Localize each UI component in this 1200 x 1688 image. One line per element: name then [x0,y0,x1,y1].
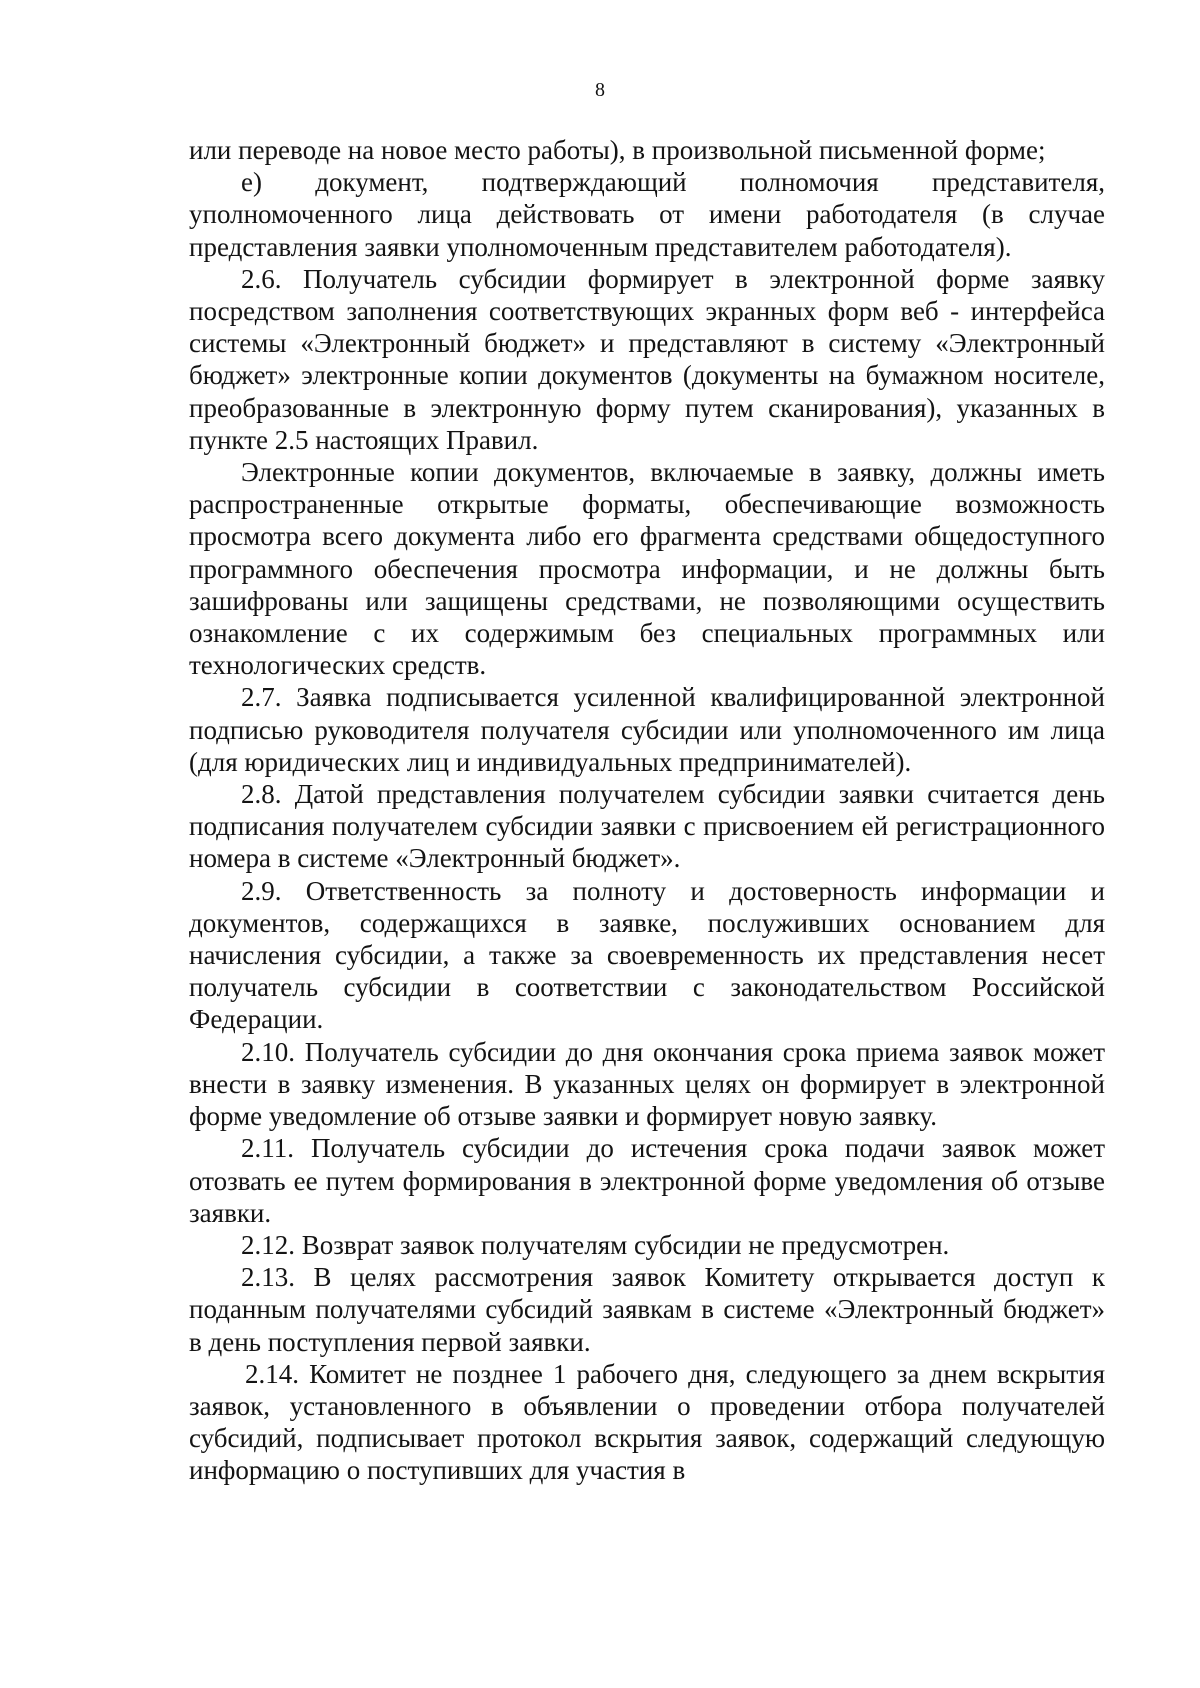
page-number: 8 [595,79,605,101]
paragraph-2-14: 2.14. Комитет не позднее 1 рабочего дня, следующего за днем вскрытия заявок, установленного в объявлении о проведении отбора получателей субсидий, подписывает протокол вскрытия заявок, содержащий следующую информацию о поступивших для участия в [189,1358,1105,1486]
paragraph-electronic-copies: Электронные копии документов, включаемые в заявку, должны иметь распространенные открытые форматы, обеспечивающие возможность просмотра всего документа либо его фрагмента средствами общедоступного программного обеспечения просмотра информации, и не должны быть зашифрованы или защищены средствами, не позволяющими осуществить ознакомление с их содержимым без специальных программных или технологических средств. [189,457,1105,681]
document-body [189,134,1105,1487]
paragraph-2-13: 2.13. В целях рассмотрения заявок Комитету открывается доступ к поданным получателями субсидий заявкам в системе «Электронный бюджет» в день поступления первой заявки. [189,1262,1105,1357]
paragraph-2-7: 2.7. Заявка подписывается усиленной квалифицированной электронной подписью руководителя получателя субсидии или уполномоченного им лица (для юридических лиц и индивидуальных предпринимателей). [189,682,1105,777]
paragraph-2-10: 2.10. Получатель субсидии до дня окончания срока приема заявок может внести в заявку изменения. В указанных целях он формирует в электронной форме уведомление об отзыве заявки и формирует новую заявку. [189,1036,1105,1132]
paragraph-item-e: е) документ, подтверждающий полномочия представителя, уполномоченного лица действовать от имени работодателя (в случае представления заявки уполномоченным представителем работодателя). [189,167,1105,262]
paragraph-2-8: 2.8. Датой представления получателем субсидии заявки считается день подписания получателем субсидии заявки с присвоением ей регистрационного номера в системе «Электронный бюджет». [189,779,1105,874]
paragraph-2-9: 2.9. Ответственность за полноту и достоверность информации и документов, содержащихся в заявке, послуживших основанием для начисления субсидии, а также за своевременность их представления несет получатель субсидии в соответствии с законодательством Российской Федерации. [189,875,1105,1035]
paragraph-2-11: 2.11. Получатель субсидии до истечения срока подачи заявок может отозвать ее путем формирования в электронной форме уведомления об отзыве заявки. [189,1133,1105,1228]
paragraph-continuation: или переводе на новое место работы), в произвольной письменной форме; [189,135,1046,165]
paragraph-2-6: 2.6. Получатель субсидии формирует в электронной форме заявку посредством заполнения соответствующих экранных форм веб - интерфейса системы «Электронный бюджет» и представляют в систему «Электронный бюджет» электронные копии документов (документы на бумажном носителе, преобразованные в электронную форму путем сканирования), указанных в пункте 2.5 настоящих Правил. [189,263,1105,455]
paragraph-2-12: 2.12. Возврат заявок получателям субсидии не предусмотрен. [241,1229,950,1260]
